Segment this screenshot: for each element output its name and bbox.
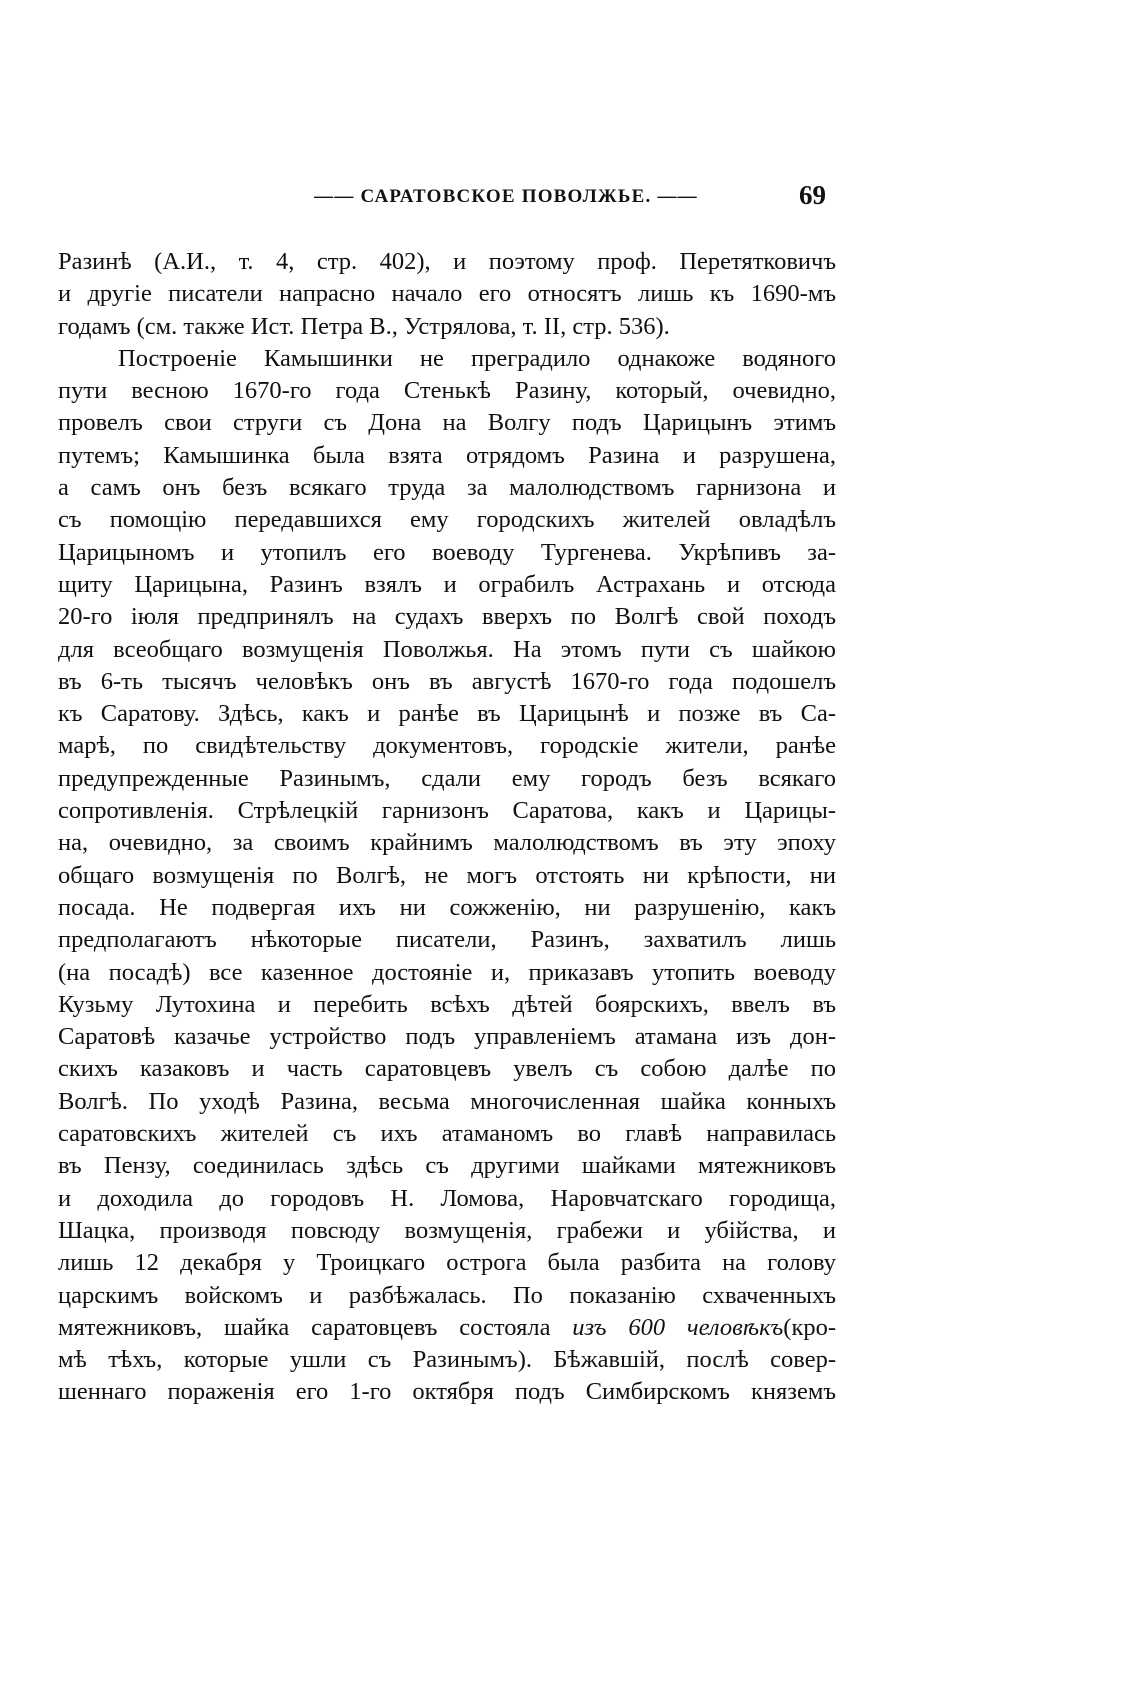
text-line: саратовскихъ жителей съ ихъ атаманомъ во главѣ направилась xyxy=(58,1120,836,1148)
text-line: предупрежденные Разинымъ, сдали ему городъ безъ всякаго xyxy=(58,764,836,792)
text-line: 20-го іюля предпринялъ на судахъ вверхъ по Волгѣ свой походъ xyxy=(58,603,836,631)
text-line: Шацка, производя повсюду возмущенія, грабежи и убійства, и xyxy=(58,1216,836,1244)
text-line: мѣ тѣхъ, которые ушли съ Разинымъ). Бѣжавшій, послѣ совер- xyxy=(58,1346,836,1374)
text-line: провелъ свои струги съ Дона на Волгу подъ Царицынъ этимъ xyxy=(58,409,836,437)
text-line: на, очевидно, за своимъ крайнимъ малолюдствомъ въ эту эпоху xyxy=(58,829,836,857)
running-title: —— САРАТОВСКОЕ ПОВОЛЖЬЕ. —— xyxy=(314,186,698,207)
text-line: шеннаго пораженія его 1-го октября подъ Симбирскомъ княземъ xyxy=(58,1378,836,1406)
text-line: щиту Царицына, Разинъ взялъ и ограбилъ Астрахань и отсюда xyxy=(58,570,836,598)
text-line: Саратовѣ казачье устройство подъ управленіемъ атамана изъ дон- xyxy=(58,1023,836,1051)
text-line: и другіе писатели напрасно начало его относятъ лишь къ 1690-мъ xyxy=(58,280,836,308)
text-line: Волгѣ. По уходѣ Разина, весьма многочисленная шайка конныхъ xyxy=(58,1087,836,1115)
text-line: царскимъ войскомъ и разбѣжалась. По показанію схваченныхъ xyxy=(58,1281,836,1309)
text-line: скихъ казаковъ и часть саратовцевъ увелъ съ собою далѣе по xyxy=(58,1055,836,1083)
text-line: марѣ, по свидѣтельству документовъ, городскіе жители, ранѣе xyxy=(58,732,836,760)
text-line-with-italic xyxy=(58,1312,836,1344)
text-line: Царицыномъ и утопилъ его воеводу Тургенева. Укрѣпивъ за- xyxy=(58,538,836,566)
text-line: съ помощію передавшихся ему городскихъ жителей овладѣлъ xyxy=(58,506,836,534)
text-line: (на посадѣ) все казенное достояніе и, приказавъ утопить воеводу xyxy=(58,958,836,986)
text-line: и доходила до городовъ Н. Ломова, Наровчатскаго городища, xyxy=(58,1184,836,1212)
text-fragment: мятежниковъ, шайка саратовцевъ состояла xyxy=(58,1313,573,1341)
text-line: пути весною 1670-го года Стенькѣ Разину, который, очевидно, xyxy=(58,377,836,405)
text-line: посада. Не подвергая ихъ ни сожженію, ни разрушенію, какъ xyxy=(58,893,836,921)
text-line: а самъ онъ безъ всякаго труда за малолюдствомъ гарнизона и xyxy=(58,474,836,502)
text-line: къ Саратову. Здѣсь, какъ и ранѣе въ Царицынѣ и позже въ Са- xyxy=(58,700,836,728)
text-fragment: (кро- xyxy=(783,1313,837,1341)
text-line: Кузьму Лутохина и перебить всѣхъ дѣтей боярскихъ, ввелъ въ xyxy=(58,990,836,1018)
text-line: Разинѣ (А.И., т. 4, стр. 402), и поэтому проф. Перетятковичъ xyxy=(58,248,836,275)
italic-fragment: изъ 600 человѣкъ xyxy=(572,1313,784,1341)
running-header xyxy=(246,180,826,212)
body-text xyxy=(58,246,836,1409)
text-line: годамъ (см. также Ист. Петра В., Устрялова, т. II, стр. 536). xyxy=(58,312,670,340)
text-line: предполагаютъ нѣкоторые писатели, Разинъ, захватилъ лишь xyxy=(58,926,836,954)
text-line: лишь 12 декабря у Троицкаго острога была разбита на голову xyxy=(58,1249,836,1277)
text-line: общаго возмущенія по Волгѣ, не могъ отстоять ни крѣпости, ни xyxy=(58,861,836,889)
text-line: въ 6-ть тысячъ человѣкъ онъ въ августѣ 1670-го года подошелъ xyxy=(58,667,836,695)
text-line: сопротивленія. Стрѣлецкій гарнизонъ Саратова, какъ и Царицы- xyxy=(58,797,836,825)
text-line: въ Пензу, соединилась здѣсь съ другими шайками мятежниковъ xyxy=(58,1152,836,1180)
text-line: путемъ; Камышинка была взята отрядомъ Разина и разрушена, xyxy=(58,441,836,469)
page-number: 69 xyxy=(799,180,826,210)
text-line: для всеобщаго возмущенія Поволжья. На этомъ пути съ шайкою xyxy=(58,635,836,663)
paragraph-first-line: Построеніе Камышинки не преградило однакоже водяного xyxy=(118,344,836,372)
